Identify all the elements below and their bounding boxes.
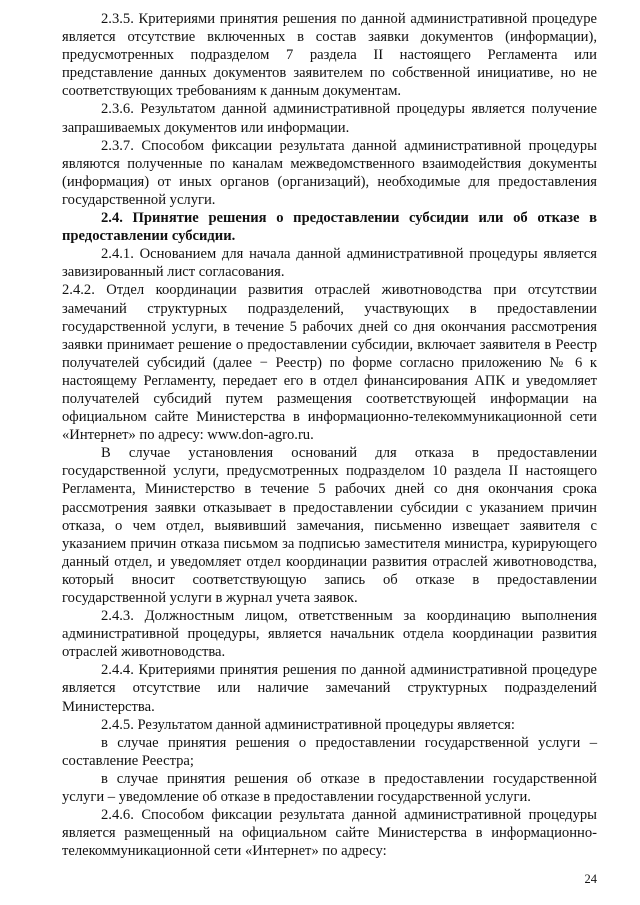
paragraph-2-3-5: 2.3.5. Критериями принятия решения по данной административной процедуре является отсутствие включенных в состав заявки документов (информации), предусмотренных подразделом 7 раздела II настоящего Регламента или представление данных документов заявителем по собственной инициативе, но не соответствующих требованиям к данным документам.: [62, 11, 597, 100]
paragraph-refusal-case: В случае установления оснований для отказа в предоставлении государственной услуги, предусмотренных подразделом 10 раздела II настоящего Регламента, Министерство в течение 5 рабочих дней со дня окончания срока рассмотрения заявки отказывает в предоставлении субсидии с указанием причин отказа, о чем отдел, выявивший замечания, письменно извещает заявителя с указанием причин отказа письмом за подписью заместителя министра, курирующего данный отдел, и уведомляет отдел координации развития отраслей животноводства, который вносит соответствующую запись об отказе в предоставлении государственной услуги в журнал учета заявок.: [62, 445, 597, 606]
document-page: [62, 10, 597, 860]
paragraph-2-4-3: 2.4.3. Должностным лицом, ответственным за координацию выполнения административной процедуры, является начальник отдела координации развития отраслей животноводства.: [62, 608, 597, 661]
paragraph-2-4-6: 2.4.6. Способом фиксации результата данной административной процедуры является размещенный на официальном сайте Министерства в информационно-телекоммуникационной сети «Интернет» по адресу:: [62, 807, 597, 860]
paragraph-result-approval: в случае принятия решения о предоставлении государственной услуги – составление Реестра;: [62, 734, 597, 769]
paragraph-2-4-5: 2.4.5. Результатом данной административной процедуры является:: [101, 716, 515, 733]
paragraph-2-3-6: 2.3.6. Результатом данной административной процедуры является получение запрашиваемых документов или информации.: [62, 101, 597, 136]
paragraph-2-4-4: 2.4.4. Критериями принятия решения по данной административной процедуре является отсутствие или наличие замечаний структурных подразделений Министерства.: [62, 662, 597, 715]
section-heading-2-4: 2.4. Принятие решения о предоставлении субсидии или об отказе в предоставлении субсидии.: [62, 210, 597, 245]
paragraph-2-4-1: 2.4.1. Основанием для начала данной административной процедуры является завизированный лист согласования.: [62, 246, 597, 281]
paragraph-2-4-2: 2.4.2. Отдел координации развития отраслей животноводства при отсутствии замечаний структурных подразделений, участвующих в предоставлении государственной услуги, в течение 5 рабочих дней со дня окончания рассмотрения заявки принимает решение о предоставлении субсидии, включает заявителя в Реестр получателей субсидий (далее − Реестр) по форме согласно приложению № 6 к настоящему Регламенту, передает его в отдел финансирования АПК и уведомляет получателей субсидий путем размещения соответствующей информации на официальном сайте Министерства в информационно-телекоммуникационной сети «Интернет» по адресу: www.don-agro.ru.: [62, 282, 597, 444]
paragraph-result-refusal: в случае принятия решения об отказе в предоставлении государственной услуги – уведомление об отказе в предоставлении государственной услуги.: [62, 770, 597, 806]
paragraph-2-3-7: 2.3.7. Способом фиксации результата данной административной процедуры являются полученные по каналам межведомственного взаимодействия документы (информация) от иных органов (организаций), необходимые для предоставления государственной услуги.: [62, 137, 597, 208]
page-number: 24: [584, 872, 597, 886]
